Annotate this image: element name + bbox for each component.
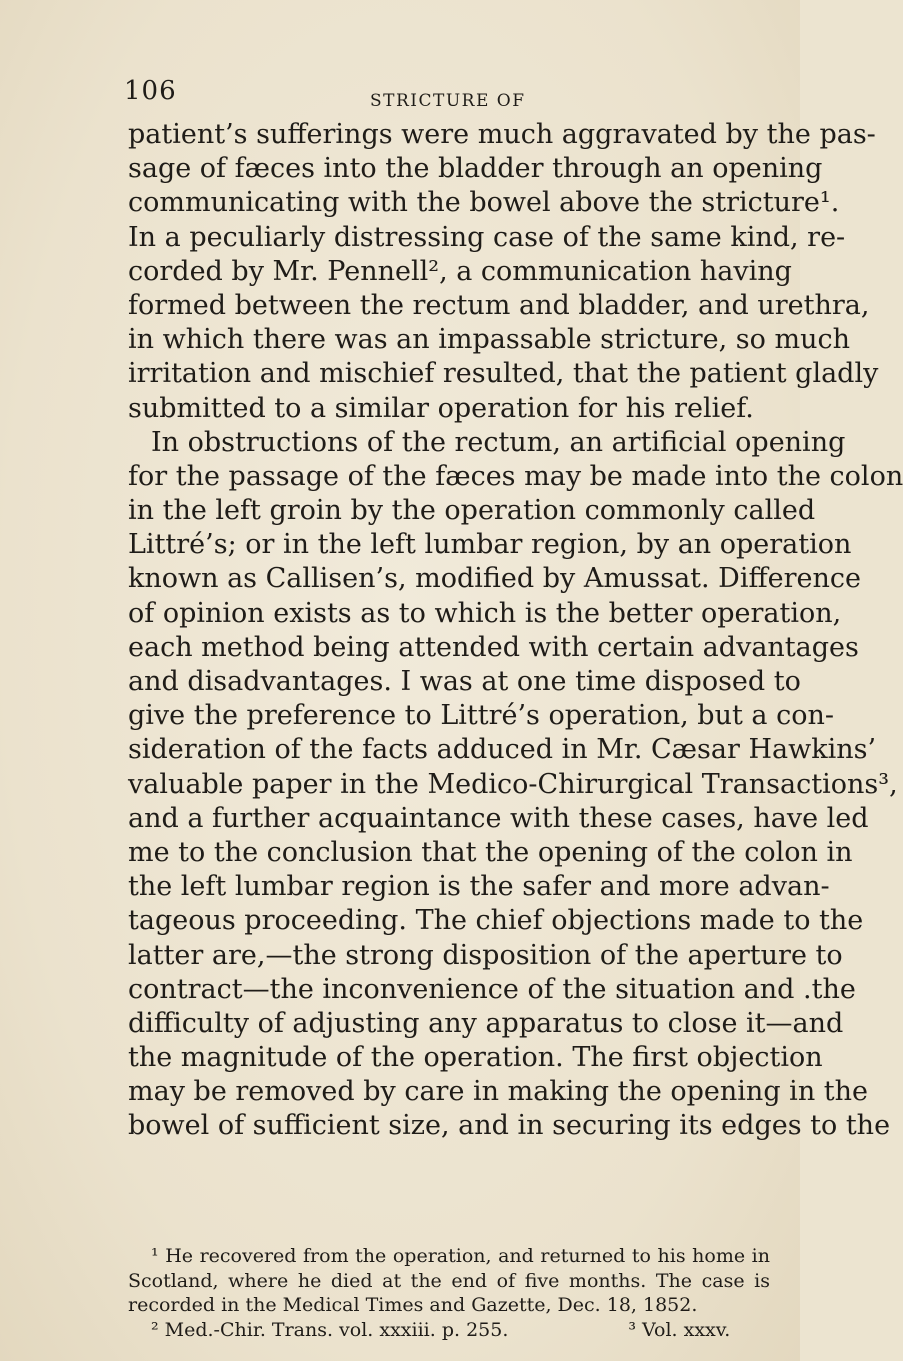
body-line: patient’s sufferings were much aggravated by the pas-: [128, 119, 876, 150]
body-line: corded by Mr. Pennell², a communication having: [128, 255, 792, 287]
body-line: known as Callisen’s, modified by Amussat. Difference: [128, 563, 861, 595]
body-line: and a further acquaintance with these cases, have led: [128, 802, 869, 834]
body-line: irritation and mischief resulted, that the patient gladly: [128, 358, 879, 390]
footnotes: [128, 1244, 770, 1342]
body-line: formed between the rectum and bladder, and urethra,: [128, 289, 870, 321]
body-line: difficulty of adjusting any apparatus to close it—and: [128, 1007, 844, 1039]
body-line: communicating with the bowel above the stricture¹.: [128, 187, 840, 219]
body-line: in which there was an impassable stricture, so much: [128, 324, 850, 356]
body-line: Littré’s; or in the left lumbar region, by an operation: [128, 529, 852, 561]
footnote-1-line: ¹ He recovered from the operation, and returned to his home in: [151, 1245, 770, 1267]
body-line: submitted to a similar operation for his relief.: [128, 392, 754, 424]
body-line: tageous proceeding. The chief objections made to the: [128, 905, 864, 937]
body-line: the left lumbar region is the safer and more advan-: [128, 871, 830, 903]
footnote-3: ³ Vol. xxxv.: [628, 1318, 731, 1341]
footnote-1-line: Scotland, where he died at the end of five months. The case is: [128, 1269, 770, 1292]
body-line: in the left groin by the operation commonly called: [128, 495, 816, 527]
body-line: latter are,—the strong disposition of the aperture to: [128, 939, 843, 971]
footnote-1-line: recorded in the Medical Times and Gazette, Dec. 18, 1852.: [128, 1294, 698, 1316]
body-line: In obstructions of the rectum, an artificial opening: [151, 426, 846, 458]
page-number: 106: [124, 76, 177, 106]
body-line: give the preference to Littré’s operation, but a con-: [128, 700, 834, 732]
body-line: for the passage of the fæces may be made into the colon: [128, 460, 903, 492]
body-line: of opinion exists as to which is the better operation,: [128, 597, 842, 629]
body-line: each method being attended with certain advantages: [128, 631, 859, 663]
body-line: the magnitude of the operation. The first objection: [128, 1042, 823, 1074]
body-line: sideration of the facts adduced in Mr. Cæsar Hawkins’: [128, 734, 877, 766]
page-header: [0, 76, 800, 116]
body-line: and disadvantages. I was at one time disposed to: [128, 666, 801, 697]
body-line: bowel of sufficient size, and in securing its edges to the: [128, 1110, 891, 1142]
body-line: contract—the inconvenience of the situation and .the: [128, 973, 856, 1005]
body-text: [128, 118, 903, 1144]
body-line: In a peculiarly distressing case of the same kind, re-: [128, 221, 846, 253]
running-head: STRICTURE OF: [370, 91, 526, 111]
footnote-2: ² Med.-Chir. Trans. vol. xxxiii. p. 255.: [151, 1318, 509, 1341]
body-line: valuable paper in the Medico-Chirurgical Transactions³,: [128, 768, 898, 800]
body-line: may be removed by care in making the opening in the: [128, 1076, 869, 1108]
footnote-2-3-line: [128, 1318, 770, 1343]
body-line: me to the conclusion that the opening of the colon in: [128, 836, 853, 868]
body-line: sage of fæces into the bladder through an opening: [128, 153, 823, 185]
